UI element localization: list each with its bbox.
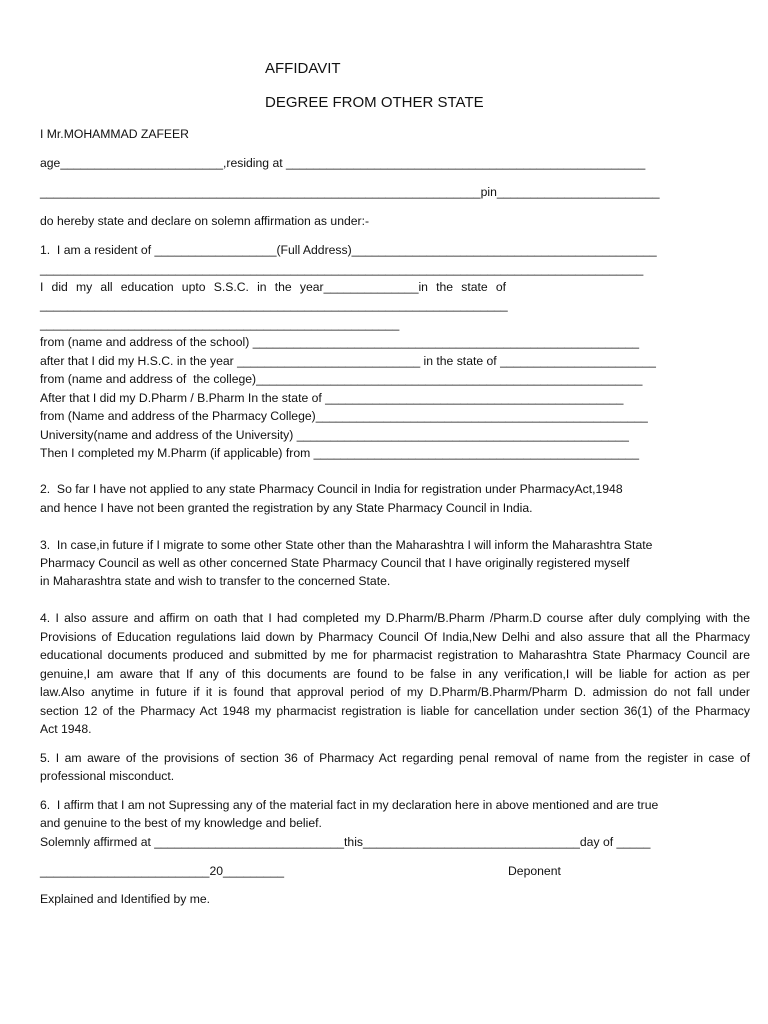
- para2-line1: 2. So far I have not applied to any state Pharmacy Council in India for registration under PharmacyAct,1948: [40, 482, 623, 496]
- para5-line2: professional misconduct.: [40, 769, 175, 783]
- para1-school-line: from (name and address of the school) _________________________________________________________: [40, 335, 640, 349]
- para1-line1: 1. I am a resident of __________________(Full Address)_____________________________________________: [40, 243, 657, 257]
- explained-identified-line: Explained and Identified by me.: [40, 892, 211, 906]
- age-residing-line: age________________________,residing at _____________________________________________________: [40, 156, 646, 170]
- para1-line3: I did my all education upto S.S.C. in the year______________in the state of: [40, 280, 506, 294]
- para3-line3: in Maharashtra state and wish to transfer to the concerned State.: [40, 574, 391, 588]
- para1-mpharm-line: Then I completed my M.Pharm (if applicable) from ________________________________________________: [40, 446, 639, 460]
- para1-line5: _____________________________________________________: [40, 317, 400, 331]
- para1-hsc-line: after that I did my H.S.C. in the year ___________________________ in the state of _______________________: [40, 354, 656, 368]
- para1-line4: _____________________________________________________________________: [40, 298, 508, 312]
- para1-college-line: from (name and address of the college)_________________________________________________________: [40, 372, 643, 386]
- para4-line2: Provisions of Education regulations laid down by Pharmacy Council Of India,New Delhi and also assure that all the Pharmacy: [40, 630, 750, 644]
- document-title: AFFIDAVIT: [265, 60, 341, 77]
- para1-university-line: University(name and address of the University) _________________________________________________: [40, 428, 629, 442]
- pin-line: _________________________________________________________________pin________________________: [40, 185, 660, 199]
- date-line: _________________________20_________: [40, 864, 285, 878]
- para3-line1: 3. In case,in future if I migrate to some other State other than the Maharashtra I will inform the Maharashtra State: [40, 538, 653, 552]
- para4-line6: section 12 of the Pharmacy Act 1948 my pharmacist registration is liable for cancellation under section 36(1) of the Pharmacy: [40, 704, 750, 718]
- para4-line7: Act 1948.: [40, 722, 92, 736]
- para1-line2: _________________________________________________________________________________________: [40, 262, 644, 276]
- document-subtitle: DEGREE FROM OTHER STATE: [265, 94, 484, 111]
- deponent-label: Deponent: [508, 864, 561, 878]
- declare-line: do hereby state and declare on solemn affirmation as under:-: [40, 214, 370, 228]
- para5-line1: 5. I am aware of the provisions of section 36 of Pharmacy Act regarding penal removal of name from the register in case of: [40, 751, 750, 765]
- para4-line4: genuine,I am aware that If any of this documents are found to be false in any verification,I will be liable for action as per: [40, 667, 750, 681]
- para6-line1: 6. I affirm that I am not Supressing any of the material fact in my declaration here in above mentioned and are true: [40, 798, 659, 812]
- para3-line2: Pharmacy Council as well as other concerned State Pharmacy Council that I have originally registered myself: [40, 556, 630, 570]
- solemnly-affirmed-line: Solemnly affirmed at ____________________________this________________________________day of _____: [40, 835, 651, 849]
- name-line: I Mr.MOHAMMAD ZAFEER: [40, 127, 189, 141]
- para4-line5: law.Also anytime in future if it is found that approval period of my D.Pharm/B.Pharm/Pharm D. admission do not fall under: [40, 685, 750, 699]
- para4-line3: educational documents produced and submitted by me for pharmacist registration to Maharashtra State Pharmacy Council are: [40, 648, 750, 662]
- para2-line2: and hence I have not been granted the registration by any State Pharmacy Council in India.: [40, 501, 533, 515]
- para1-pharmacy-college-line: from (Name and address of the Pharmacy College)_________________________________________________: [40, 409, 648, 423]
- para6-line2: and genuine to the best of my knowledge and belief.: [40, 816, 322, 830]
- para4-line1: 4. I also assure and affirm on oath that I had completed my D.Pharm/B.Pharm /Pharm.D course after duly complying with the: [40, 611, 750, 625]
- para1-dpharm-line: After that I did my D.Pharm / B.Pharm In the state of ____________________________________________: [40, 391, 624, 405]
